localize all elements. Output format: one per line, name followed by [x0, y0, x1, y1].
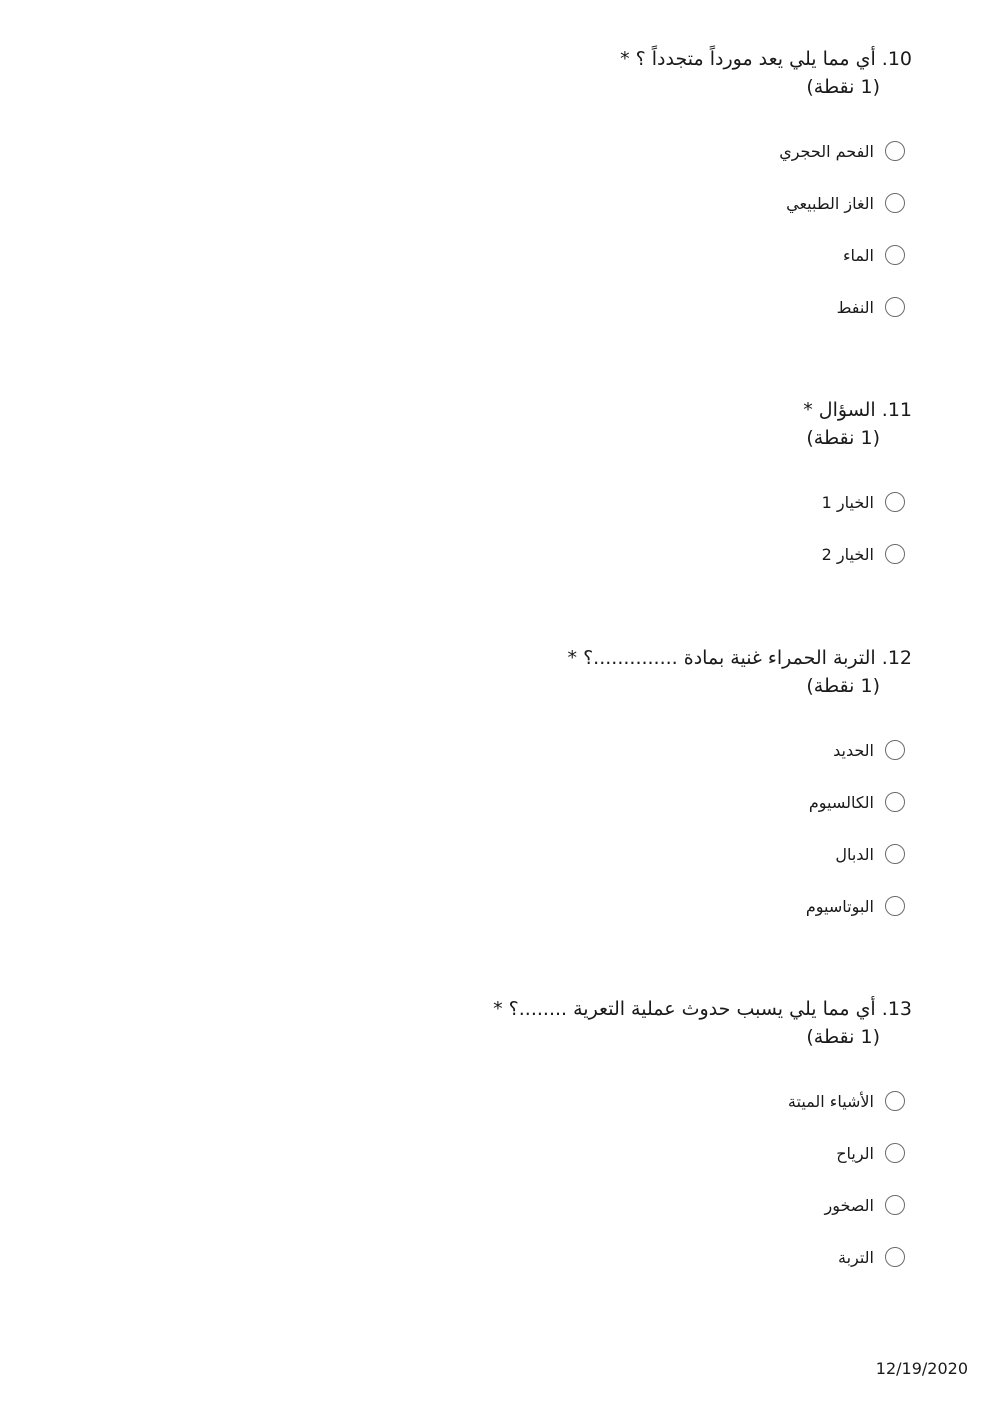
option-label[interactable]: الفحم الحجري — [779, 141, 874, 161]
options-group — [112, 724, 905, 932]
option-item[interactable] — [112, 229, 905, 281]
question-text: التربة الحمراء غنية بمادة ..............؟ — [583, 647, 876, 669]
option-item[interactable] — [112, 776, 905, 828]
question-number: 12. — [881, 647, 912, 669]
option-label[interactable]: الكالسيوم — [808, 792, 874, 812]
required-mark: * — [567, 647, 578, 669]
radio-button[interactable] — [885, 844, 905, 864]
question-13 — [112, 995, 912, 1283]
option-label[interactable]: الحديد — [833, 740, 874, 760]
radio-button[interactable] — [885, 1195, 905, 1215]
option-item[interactable] — [112, 177, 905, 229]
question-10 — [112, 45, 912, 333]
question-points: (1 نقطة) — [806, 427, 880, 449]
radio-button[interactable] — [885, 1143, 905, 1163]
option-item[interactable] — [112, 828, 905, 880]
options-group — [112, 476, 905, 580]
option-label[interactable]: الغاز الطبيعي — [786, 193, 874, 213]
options-group — [112, 125, 905, 333]
option-item[interactable] — [112, 1179, 905, 1231]
required-mark: * — [803, 399, 813, 421]
option-item[interactable] — [112, 1231, 905, 1283]
option-label[interactable]: الماء — [843, 245, 874, 265]
question-title — [112, 644, 912, 672]
option-label[interactable]: البوتاسيوم — [805, 896, 874, 916]
question-points: (1 نقطة) — [806, 675, 880, 697]
option-label[interactable]: الرياح — [836, 1143, 874, 1163]
options-group — [112, 1075, 905, 1283]
footer-date: 12/19/2020 — [875, 1359, 968, 1378]
question-title — [112, 45, 912, 73]
question-number: 10. — [881, 48, 912, 70]
question-title — [112, 995, 912, 1023]
question-points: (1 نقطة) — [806, 1026, 880, 1048]
option-item[interactable] — [112, 476, 905, 528]
option-item[interactable] — [112, 1127, 905, 1179]
question-text: أي مما يلي يعد مورداً متجدداً ؟ — [635, 48, 876, 70]
option-item[interactable] — [112, 281, 905, 333]
radio-button[interactable] — [885, 297, 905, 317]
option-item[interactable] — [112, 880, 905, 932]
option-item[interactable] — [112, 125, 905, 177]
question-11 — [112, 396, 912, 580]
radio-button[interactable] — [885, 193, 905, 213]
option-label[interactable]: النفط — [836, 297, 874, 317]
question-number: 11. — [881, 399, 912, 421]
option-item[interactable] — [112, 1075, 905, 1127]
radio-button[interactable] — [885, 896, 905, 916]
radio-button[interactable] — [885, 544, 905, 564]
radio-button[interactable] — [885, 245, 905, 265]
option-label[interactable]: الخيار 2 — [821, 544, 874, 564]
radio-button[interactable] — [885, 492, 905, 512]
option-label[interactable]: الدبال — [835, 844, 874, 864]
question-title — [112, 396, 912, 424]
required-mark: * — [493, 998, 503, 1020]
question-number: 13. — [881, 998, 912, 1020]
option-item[interactable] — [112, 528, 905, 580]
option-label[interactable]: الخيار 1 — [821, 492, 874, 512]
option-label[interactable]: الأشياء الميتة — [787, 1091, 874, 1111]
radio-button[interactable] — [885, 792, 905, 812]
question-points: (1 نقطة) — [806, 76, 880, 98]
required-mark: * — [620, 48, 630, 70]
option-item[interactable] — [112, 724, 905, 776]
radio-button[interactable] — [885, 141, 905, 161]
question-12 — [112, 644, 912, 932]
option-label[interactable]: التربة — [837, 1247, 874, 1267]
radio-button[interactable] — [885, 1091, 905, 1111]
radio-button[interactable] — [885, 740, 905, 760]
radio-button[interactable] — [885, 1247, 905, 1267]
question-text: أي مما يلي يسبب حدوث عملية التعرية ........؟ — [508, 998, 876, 1020]
option-label[interactable]: الصخور — [824, 1195, 874, 1215]
question-text: السؤال — [818, 399, 876, 421]
